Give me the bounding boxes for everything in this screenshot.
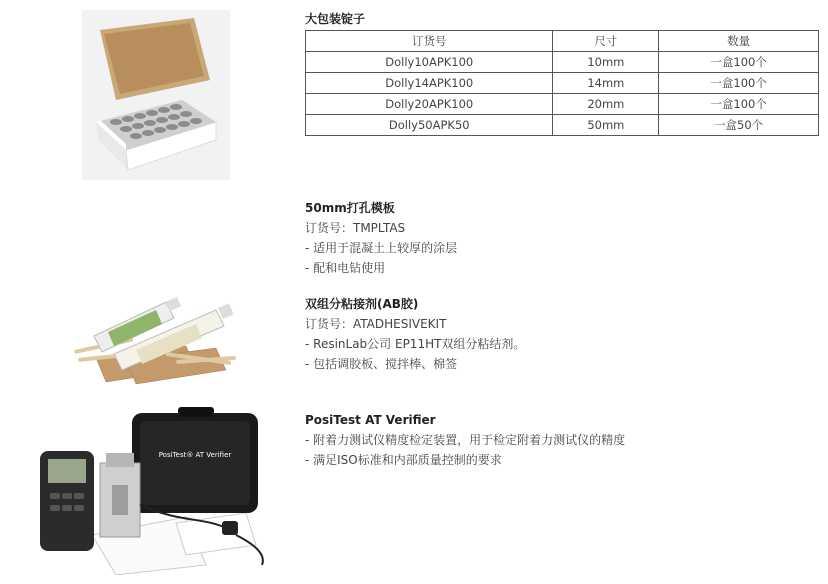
cell-quantity: 一盒100个 [659, 52, 819, 73]
template-section [305, 198, 457, 278]
adhesive-title: 双组分粘接剂(AB胶) [305, 297, 419, 311]
verifier-feature-2: - 满足ISO标准和内部质量控制的要求 [305, 453, 502, 467]
template-order-no: 订货号：TMPLTAS [305, 221, 406, 235]
header-order-no: 订货号 [306, 31, 553, 52]
case-label: PosiTest® AT Verifier [158, 451, 232, 459]
bulk-dollies-title: 大包装锭子 [305, 12, 366, 26]
bulk-dollies-table [305, 30, 819, 136]
cell-order-no: Dolly14APK100 [306, 73, 553, 94]
template-title: 50mm打孔模板 [305, 201, 395, 215]
cell-quantity: 一盒100个 [659, 94, 819, 115]
adhesive-feature-2: - 包括调胶板、搅拌棒、棉签 [305, 357, 458, 371]
table-row [306, 115, 819, 136]
verifier-feature-1: - 附着力测试仪精度检定装置，用于检定附着力测试仪的精度 [305, 433, 626, 447]
cell-size: 20mm [553, 94, 659, 115]
dolly-box-image [82, 10, 230, 180]
header-quantity: 数量 [659, 31, 819, 52]
cell-quantity: 一盒100个 [659, 73, 819, 94]
adhesive-section [305, 294, 525, 374]
cell-order-no: Dolly10APK100 [306, 52, 553, 73]
cell-size: 10mm [553, 52, 659, 73]
header-size: 尺寸 [553, 31, 659, 52]
template-feature-2: - 配和电钻使用 [305, 261, 386, 275]
verifier-title: PosiTest AT Verifier [305, 413, 436, 427]
table-row [306, 52, 819, 73]
table-row [306, 73, 819, 94]
adhesive-feature-1: - ResinLab公司 EP11HT双组分粘结剂。 [305, 337, 526, 351]
cell-size: 50mm [553, 115, 659, 136]
verifier-section [305, 410, 625, 470]
cell-order-no: Dolly50APK50 [306, 115, 553, 136]
verifier-kit-image [36, 405, 276, 575]
table-header-row [306, 31, 819, 52]
adhesive-kit-image [66, 296, 246, 388]
adhesive-order-no: 订货号：ATADHESIVEKIT [305, 317, 447, 331]
template-feature-1: - 适用于混凝土上较厚的涂层 [305, 241, 458, 255]
cell-quantity: 一盒50个 [659, 115, 819, 136]
cell-size: 14mm [553, 73, 659, 94]
table-row [306, 94, 819, 115]
cell-order-no: Dolly20APK100 [306, 94, 553, 115]
